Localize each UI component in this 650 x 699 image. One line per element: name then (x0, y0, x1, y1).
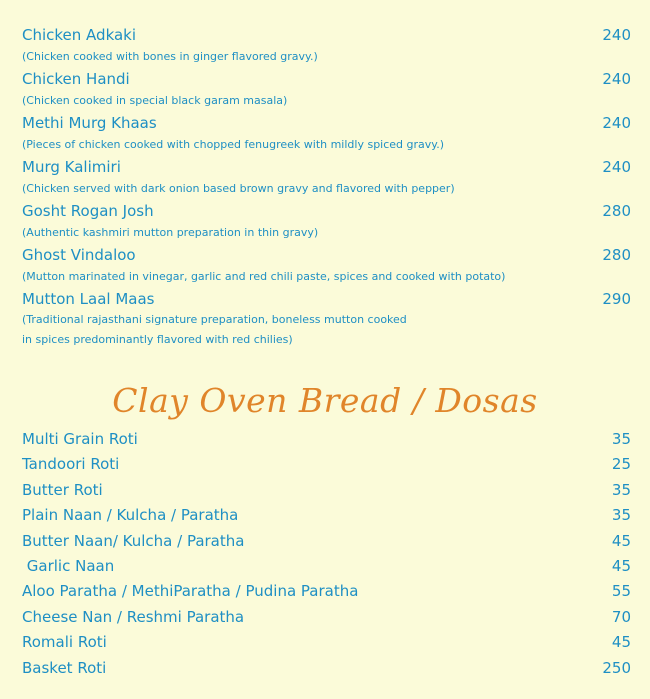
menu-item (0, 606, 650, 631)
menu-item (0, 24, 650, 68)
item-price: 240 (602, 26, 631, 44)
item-name: Plain Naan / Kulcha / Paratha (22, 506, 239, 525)
item-price: 240 (602, 70, 631, 88)
item-price: 70 (611, 607, 631, 626)
item-name: Mutton Laal Maas (22, 290, 155, 308)
item-name: Tandoori Roti (22, 455, 120, 474)
menu-item (0, 156, 650, 200)
menu-item (0, 244, 650, 288)
menu-item (0, 428, 650, 453)
item-name: Chicken Adkaki (22, 26, 137, 44)
item-name: Multi Grain Roti (22, 430, 138, 448)
menu-item (0, 479, 650, 504)
menu-item (0, 453, 650, 478)
item-description: (Pieces of chicken cooked with chopped fenugreek with mildly spiced gravy.) (22, 138, 445, 151)
item-price: 25 (611, 455, 631, 474)
item-price: 55 (611, 582, 631, 601)
item-price: 280 (602, 246, 631, 264)
item-name: Romali Roti (22, 633, 107, 652)
item-description: (Mutton marinated in vinegar, garlic and red chili paste, spices and cooked with potato) (22, 270, 506, 283)
item-description: (Chicken served with dark onion based brown gravy and flavored with pepper) (22, 182, 455, 195)
item-name: Aloo Paratha / MethiParatha / Pudina Paratha (22, 582, 359, 601)
item-name: Basket Roti (22, 658, 107, 677)
item-price: 290 (602, 290, 631, 308)
item-name: Cheese Nan / Reshmi Paratha (22, 607, 245, 626)
item-description: (Authentic kashmiri mutton preparation in thin gravy) (22, 226, 319, 239)
curry-items-list (0, 24, 650, 350)
item-name: Chicken Handi (22, 70, 130, 88)
menu-item (0, 631, 650, 656)
item-price: 35 (611, 506, 631, 525)
menu-item (0, 200, 650, 244)
menu-item (0, 112, 650, 156)
item-description: (Chicken cooked in special black garam masala) (22, 94, 288, 107)
item-name: Butter Naan/ Kulcha / Paratha (22, 531, 245, 550)
item-price: 35 (611, 480, 631, 499)
item-name: Ghost Vindaloo (22, 246, 136, 264)
item-description: (Chicken cooked with bones in ginger flavored gravy.) (22, 50, 318, 63)
item-price: 250 (602, 658, 631, 677)
item-description: (Traditional rajasthani signature preparation, boneless mutton cooked in spices predominantly flavored with red chilies) (22, 313, 407, 346)
menu-item (0, 68, 650, 112)
menu-item (0, 580, 650, 605)
item-price: 35 (611, 430, 631, 448)
item-price: 45 (611, 531, 631, 550)
item-price: 280 (602, 202, 631, 220)
item-price: 240 (602, 114, 631, 132)
item-name: Butter Roti (22, 480, 103, 499)
item-name: Garlic Naan (22, 556, 115, 575)
bread-items-list (0, 428, 650, 682)
menu-item (0, 555, 650, 580)
item-price: 240 (602, 158, 631, 176)
menu-item (0, 288, 650, 350)
item-name: Gosht Rogan Josh (22, 202, 154, 220)
item-price: 45 (611, 556, 631, 575)
menu-item (0, 530, 650, 555)
item-name: Methi Murg Khaas (22, 114, 157, 132)
item-price: 45 (611, 633, 631, 652)
section-title: Clay Oven Bread / Dosas (112, 381, 538, 420)
item-name: Murg Kalimiri (22, 158, 121, 176)
menu-item (0, 504, 650, 529)
menu-item (0, 657, 650, 682)
